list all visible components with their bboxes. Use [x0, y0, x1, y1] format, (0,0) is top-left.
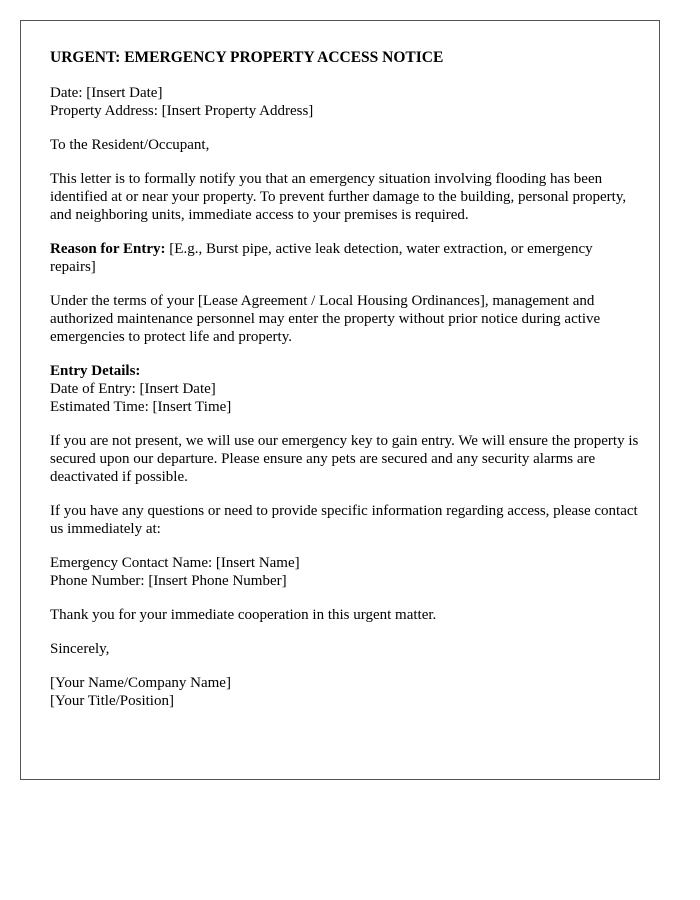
thanks-line: Thank you for your immediate cooperation in this urgent matter. [50, 607, 437, 623]
date-of-entry: Date of Entry: [Insert Date] [50, 381, 216, 397]
property-address-line: Property Address: [Insert Property Address] [50, 103, 314, 119]
contact-name-line: Emergency Contact Name: [Insert Name] [50, 555, 300, 571]
entry-details [50, 362, 640, 416]
absence-paragraph: If you are not present, we will use our emergency key to gain entry. We will ensure the property is secured upon our departure. Please ensure any pets are secured and any security alarms are deactivated if possible. [50, 433, 639, 485]
terms-paragraph: Under the terms of your [Lease Agreement / Local Housing Ordinances], management and authorized maintenance personnel may enter the property without prior notice during active emergencies to protect life and property. [50, 293, 601, 345]
estimated-time: Estimated Time: [Insert Time] [50, 399, 232, 415]
salutation: To the Resident/Occupant, [50, 137, 210, 153]
questions-paragraph: If you have any questions or need to provide specific information regarding access, please contact us immediately at: [50, 503, 638, 537]
closing: Sincerely, [50, 641, 110, 657]
letter-content [50, 49, 640, 726]
entry-details-label: Entry Details: [50, 363, 141, 379]
reason-label: Reason for Entry: [50, 241, 166, 257]
header-info [50, 84, 640, 120]
signature-block [50, 674, 640, 710]
letter-title: URGENT: EMERGENCY PROPERTY ACCESS NOTICE [50, 49, 444, 66]
intro-paragraph: This letter is to formally notify you that an emergency situation involving flooding has been identified at or near your property. To prevent further damage to the building, personal property, and neighboring units, immediate access to your premises is required. [50, 171, 627, 223]
signature-title: [Your Title/Position] [50, 693, 174, 709]
phone-number-line: Phone Number: [Insert Phone Number] [50, 573, 287, 589]
reason-text: [E.g., Burst pipe, active leak detection, water extraction, or emergency repairs] [50, 241, 593, 275]
signature-name: [Your Name/Company Name] [50, 675, 231, 691]
contact-info [50, 554, 640, 590]
reason-for-entry [50, 240, 640, 276]
date-line: Date: [Insert Date] [50, 85, 163, 101]
letter-page [20, 20, 660, 780]
